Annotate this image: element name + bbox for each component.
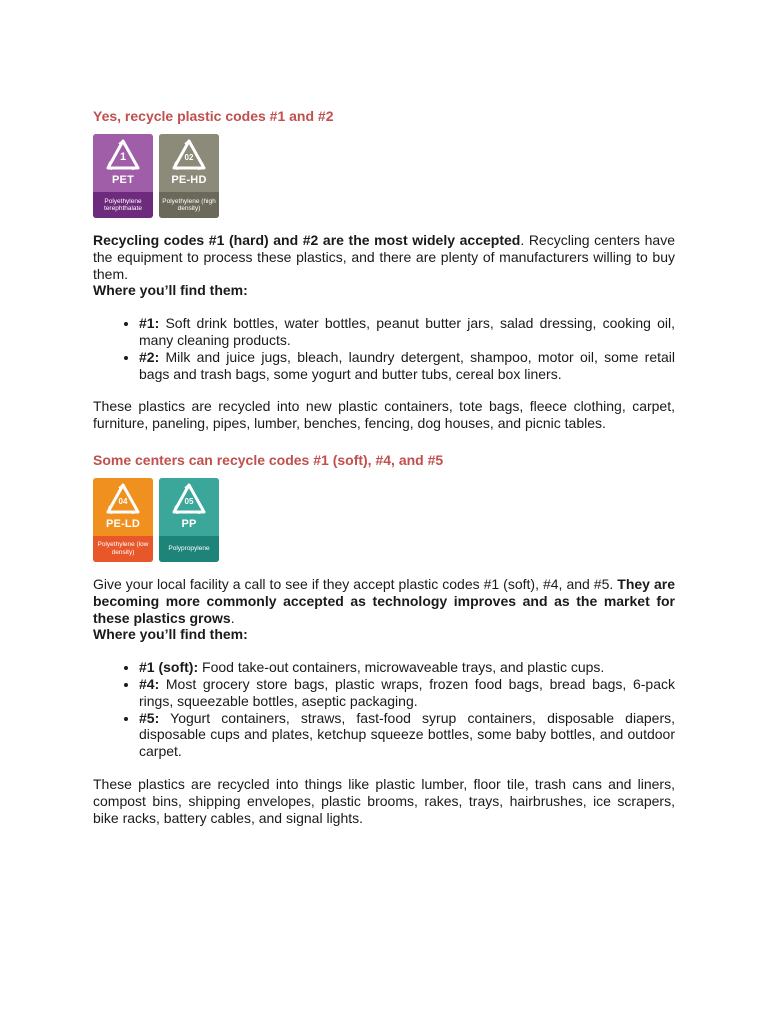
- resin-code-abbr: PE-LD: [106, 517, 140, 530]
- resin-code-description: Polyethylene terephthalate: [93, 192, 153, 218]
- list-item-label: #2:: [139, 348, 160, 365]
- recycling-logos-row: [93, 134, 675, 218]
- intro-bold-text: Recycling codes #1 (hard) and #2 are the most widely accepted: [93, 232, 521, 248]
- list-item: [139, 676, 675, 710]
- intro-bold-text: They are becoming more commonly accepted as technology improves and as the market for these plastics grows: [93, 575, 675, 626]
- resin-code-abbr: PP: [181, 517, 197, 530]
- list-item: [139, 349, 675, 383]
- pe-hd-logo: [159, 134, 219, 218]
- list-item-text: Soft drink bottles, water bottles, peanut butter jars, salad dressing, cooking oil, many cleaning products.: [139, 315, 675, 348]
- intro-text: . Recycling centers have the equipment to process these plastics, and there are plenty of manufacturers willing to buy them.: [93, 232, 675, 282]
- resin-code-number: 05: [184, 496, 194, 506]
- where-label: Where you’ll find them:: [93, 282, 248, 299]
- list-item-text: Yogurt containers, straws, fast-food syrup containers, disposable diapers, disposable cups and plates, ketchup squeeze bottles, some baby bottles, and outdoor carpet.: [139, 709, 675, 760]
- list-item-label: #1:: [139, 315, 160, 332]
- list-item-text: Most grocery store bags, plastic wraps, frozen food bags, bread bags, 6-pack rings, squeezable bottles, aseptic packaging.: [139, 675, 675, 709]
- pet-logo: [93, 134, 153, 218]
- resin-code-description: Polyethylene (high density): [159, 192, 219, 218]
- section2-outro: These plastics are recycled into things like plastic lumber, floor tile, trash cans and liners, compost bins, shipping envelopes, plastic brooms, rakes, trays, hairbrushes, ice scrapers, bike racks, battery cables, and signal lights.: [93, 775, 675, 826]
- pe-ld-logo: [93, 478, 153, 562]
- where-label: Where you’ll find them:: [93, 626, 248, 643]
- recycling-logos-row: [93, 478, 675, 562]
- section-heading-codes-1-2: Yes, recycle plastic codes #1 and #2: [93, 108, 334, 124]
- resin-code-description: Polyethylene (low density): [93, 536, 153, 562]
- resin-code-abbr: PET: [112, 174, 134, 186]
- resin-code-abbr: PE-HD: [171, 174, 207, 186]
- section2-item-list: [93, 659, 675, 760]
- resin-code-description: Polypropylene: [159, 536, 219, 562]
- list-item-text: Milk and juice jugs, bleach, laundry detergent, shampoo, motor oil, some retail bags and trash bags, some yogurt and butter tubs, cereal box liners.: [139, 348, 675, 382]
- list-item: [139, 659, 675, 676]
- resin-code-number: 1: [119, 151, 127, 163]
- list-item: [139, 315, 675, 349]
- intro-text: Give your local facility a call to see if they accept plastic codes #1 (soft), #4, and #5.: [93, 575, 618, 592]
- document-content: [93, 106, 675, 826]
- resin-code-number: 02: [184, 153, 194, 162]
- list-item: [139, 710, 675, 760]
- list-item-label: #5:: [139, 709, 160, 726]
- section-heading-codes-1-4-5: Some centers can recycle codes #1 (soft), #4, and #5: [93, 451, 444, 468]
- list-item-label: #1 (soft):: [139, 659, 199, 676]
- section1-intro: [93, 232, 675, 282]
- section1-item-list: [93, 315, 675, 382]
- resin-code-number: 04: [118, 496, 128, 506]
- pp-logo: [159, 478, 219, 562]
- section1-outro: These plastics are recycled into new plastic containers, tote bags, fleece clothing, carpet, furniture, paneling, pipes, lumber, benches, fencing, dog houses, and picnic tables.: [93, 398, 675, 432]
- list-item-text: Food take-out containers, microwaveable trays, and plastic cups.: [198, 659, 605, 676]
- list-item-label: #4:: [139, 675, 160, 692]
- intro-text-end: .: [230, 609, 235, 626]
- section2-intro: [93, 576, 675, 626]
